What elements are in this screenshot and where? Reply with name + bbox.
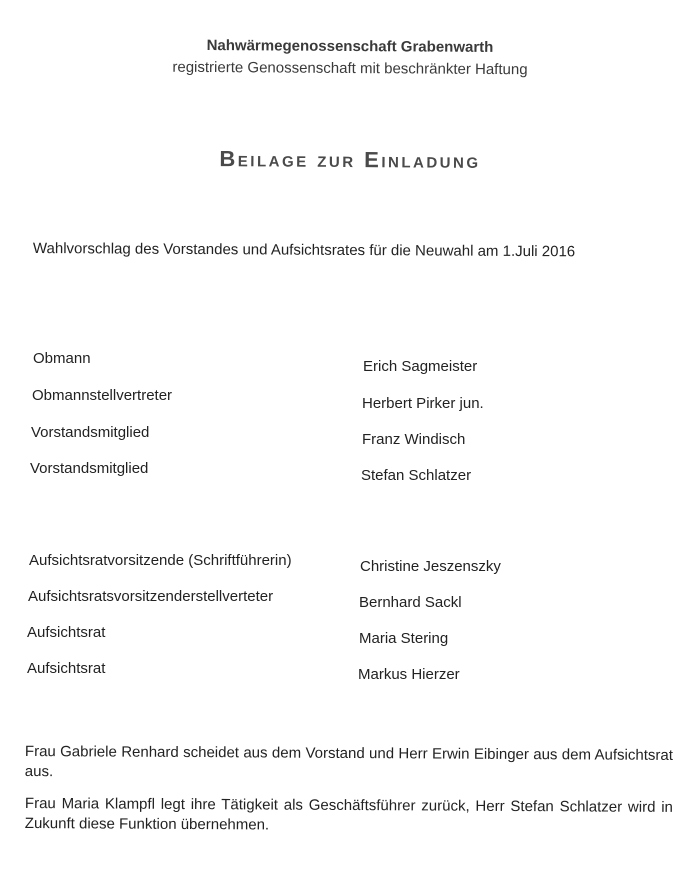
intro-line: Wahlvorschlag des Vorstandes und Aufsichtsrates für die Neuwahl am 1.Juli 2016	[32, 240, 576, 261]
vorstand-name-1: Erich Sagmeister	[363, 358, 478, 375]
vorstand-role-1: Obmann	[33, 350, 91, 367]
organization-subtitle: registrierte Genossenschaft mit beschränkter Haftung	[172, 58, 528, 79]
document-title: Beilage zur Einladung	[219, 146, 481, 173]
aufsichtsrat-role-3: Aufsichtsrat	[27, 624, 106, 641]
aufsichtsrat-name-2: Bernhard Sackl	[359, 594, 462, 611]
aufsichtsrat-role-2: Aufsichtsratsvorsitzenderstellverteter	[28, 588, 274, 605]
vorstand-role-4: Vorstandsmitglied	[30, 460, 149, 477]
paragraph-management-change: Frau Maria Klampfl legt ihre Tätigkeit als Geschäftsführer zurück, Herr Stefan Schlatzer wird in Zukunft diese Funktion übernehmen.	[24, 795, 673, 834]
aufsichtsrat-name-1: Christine Jeszenszky	[360, 558, 501, 575]
aufsichtsrat-role-1: Aufsichtsratvorsitzende (Schriftführerin)	[29, 552, 292, 569]
aufsichtsrat-name-4: Markus Hierzer	[358, 666, 460, 683]
organization-name: Nahwärmegenossenschaft Grabenwarth	[206, 36, 494, 57]
vorstand-name-4: Stefan Schlatzer	[361, 467, 472, 484]
aufsichtsrat-name-3: Maria Stering	[359, 630, 449, 647]
paragraph-resignations: Frau Gabriele Renhard scheidet aus dem Vorstand und Herr Erwin Eibinger aus dem Aufsichtsrat aus.	[24, 743, 673, 781]
aufsichtsrat-role-4: Aufsichtsrat	[27, 660, 106, 677]
vorstand-name-2: Herbert Pirker jun.	[362, 395, 484, 412]
vorstand-name-3: Franz Windisch	[362, 431, 466, 448]
vorstand-role-2: Obmannstellvertreter	[32, 387, 173, 404]
vorstand-role-3: Vorstandsmitglied	[31, 424, 150, 441]
